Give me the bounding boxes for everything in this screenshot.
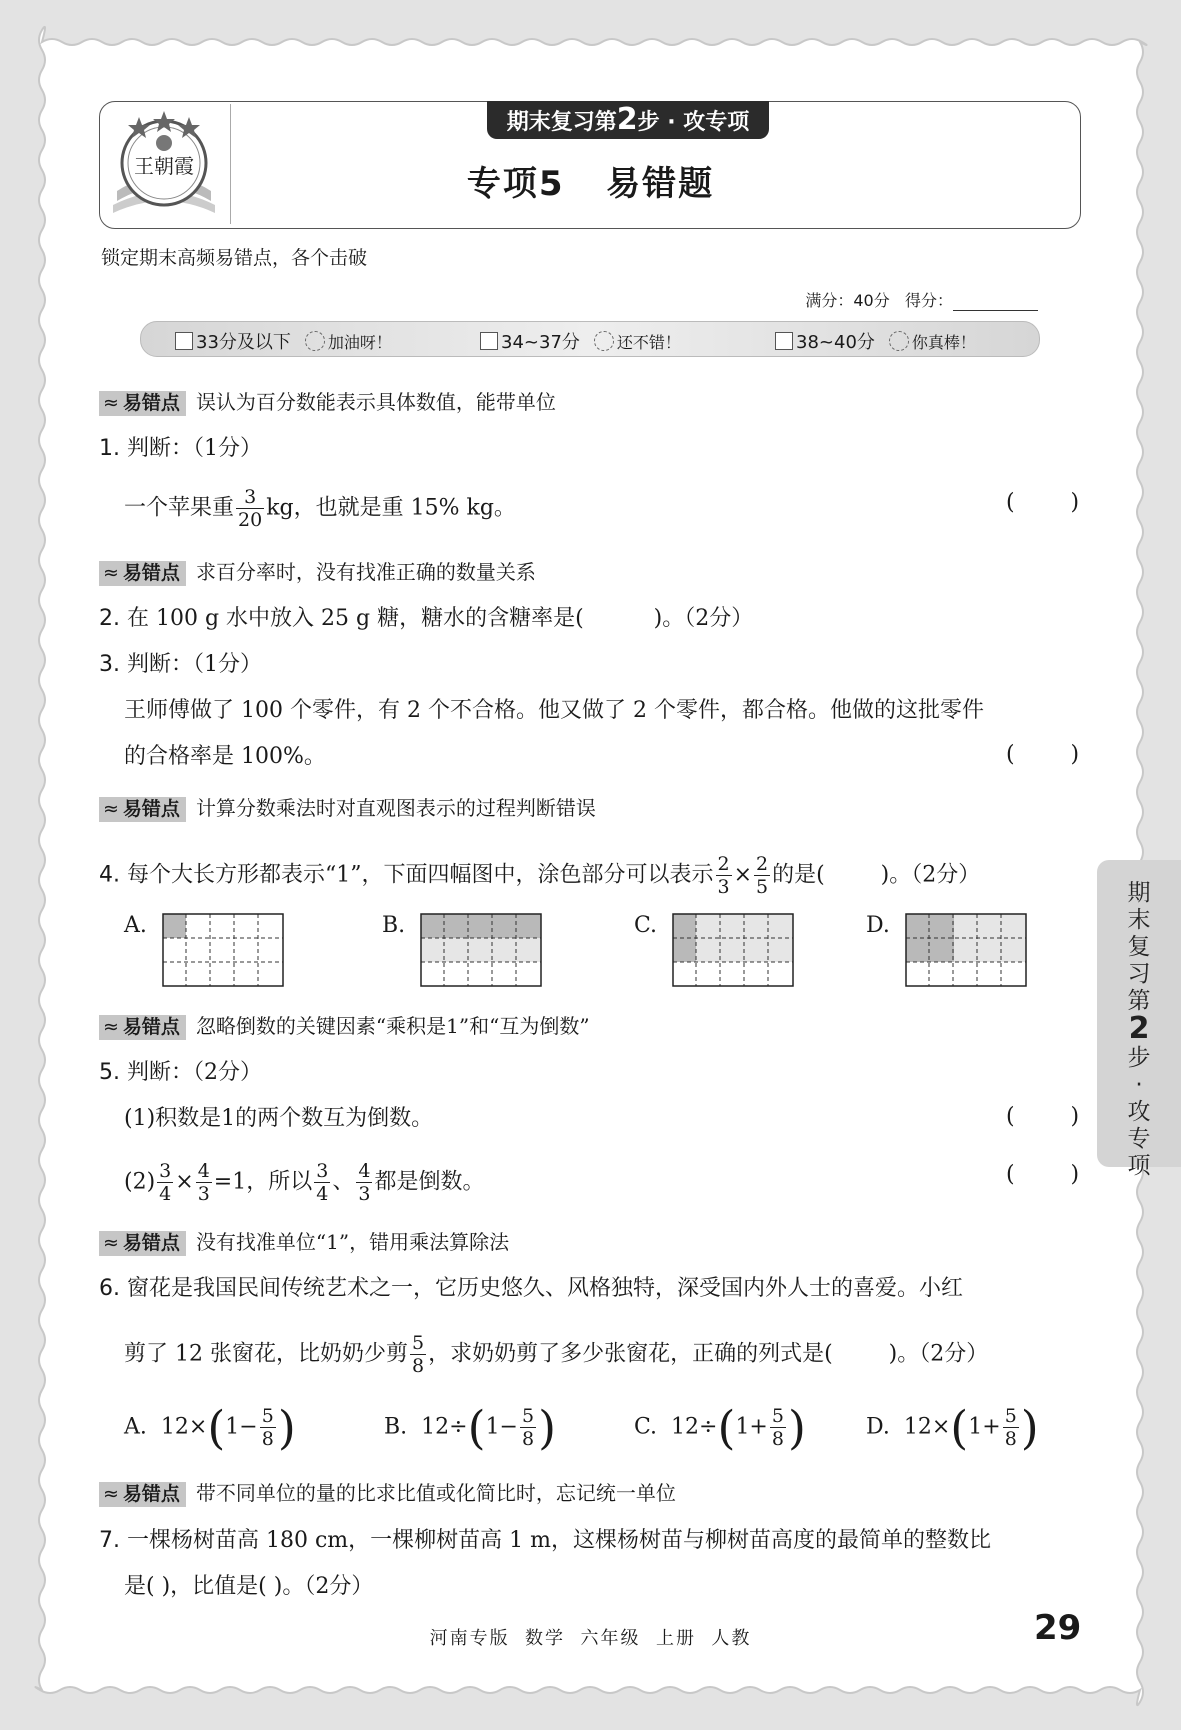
error-point-tag: ≈ 易错点 求百分率时，没有找准正确的数量关系 bbox=[99, 560, 536, 585]
question-1-head: 1. 判断：（1分） bbox=[99, 436, 262, 461]
option-label: B. bbox=[382, 913, 406, 938]
question-6-line1: 6. 窗花是我国民间传统艺术之一，它历史悠久、风格独特，深受国内外人士的喜爱。小红 bbox=[99, 1276, 964, 1301]
wave-icon: ≈ bbox=[103, 1483, 119, 1505]
face-icon bbox=[889, 331, 909, 351]
question-5-s1: (1)积数是1的两个数互为倒数。 bbox=[124, 1106, 434, 1131]
fraction: $\frac{4}{3}$ bbox=[358, 1160, 371, 1205]
wave-icon: ≈ bbox=[103, 798, 119, 820]
side-tab: 期 末 复 习 第 2 步 · 攻 专 项 bbox=[1097, 860, 1181, 1167]
fraction: $\frac{4}{3}$ bbox=[197, 1160, 210, 1205]
option-d[interactable]: D. 12×(1+ $\frac{5}{8}$ ) bbox=[866, 1400, 1039, 1455]
error-point-tag: ≈ 易错点 没有找准单位“1”，错用乘法算除法 bbox=[99, 1230, 509, 1255]
fraction: $\frac{5}{8}$ bbox=[411, 1332, 425, 1377]
fraction: $\frac{3}{20}$ bbox=[238, 486, 263, 531]
question-6-line2: 剪了 12 张窗花，比奶奶少剪 $\frac{5}{8}$ ，求奶奶剪了多少张窗花，正确的列式是( )。（2分） bbox=[124, 1332, 989, 1377]
question-7-line1: 7. 一棵杨树苗高 180 cm，一棵柳树苗高 1 m，这棵杨树苗与柳树苗高度的最简单的整数比 bbox=[99, 1528, 992, 1553]
grid-option-b[interactable] bbox=[420, 913, 542, 987]
fraction: $\frac{2}{5}$ bbox=[756, 853, 769, 898]
checkbox[interactable] bbox=[775, 332, 793, 350]
fraction: $\frac{5}{8}$ bbox=[522, 1405, 535, 1450]
score-line bbox=[805, 288, 1038, 311]
fraction: $\frac{3}{4}$ bbox=[159, 1160, 172, 1205]
face-icon bbox=[594, 331, 614, 351]
footer: 河南专版 数学 六年级 上册 人教 bbox=[429, 1628, 752, 1649]
option-b[interactable]: B. 12÷(1− $\frac{5}{8}$ ) bbox=[384, 1400, 557, 1455]
answer-paren[interactable]: ( ) bbox=[1006, 1162, 1080, 1187]
option-c[interactable]: C. 12÷(1+ $\frac{5}{8}$ ) bbox=[634, 1400, 806, 1455]
side-tab-label-2: 步 · 攻 专 项 bbox=[1127, 1045, 1151, 1179]
answer-paren[interactable]: ( ) bbox=[1006, 490, 1080, 515]
question-5-head: 5. 判断：（2分） bbox=[99, 1060, 262, 1085]
step-tab: 期末复习第2步 · 攻专项 bbox=[487, 101, 769, 139]
wave-icon: ≈ bbox=[103, 1016, 119, 1038]
full-score: 满分：40分 bbox=[805, 291, 890, 310]
score-blank[interactable] bbox=[953, 296, 1038, 311]
error-point-tag: ≈ 易错点 带不同单位的量的比求比值或化简比时，忘记统一单位 bbox=[99, 1481, 676, 1506]
rating-low: 33分及以下 加油呀！ bbox=[175, 328, 392, 354]
question-5-s2: (2) $\frac{3}{4}$ × $\frac{4}{3}$ =1，所以 $\frac{3}{4}$ 、 $\frac{4}{3}$ 都是倒数。 bbox=[124, 1160, 485, 1205]
option-label: D. bbox=[866, 913, 890, 938]
rating-mid: 34~37分 还不错！ bbox=[480, 328, 681, 354]
checkbox[interactable] bbox=[480, 332, 498, 350]
answer-paren[interactable]: ( ) bbox=[1006, 1104, 1080, 1129]
option-a[interactable]: A. 12×(1− $\frac{5}{8}$ ) bbox=[124, 1400, 296, 1455]
checkbox[interactable] bbox=[175, 332, 193, 350]
side-tab-label: 期 末 复 习 第 bbox=[1127, 880, 1151, 1014]
face-icon bbox=[305, 331, 325, 351]
subtitle: 锁定期末高频易错点，各个击破 bbox=[101, 247, 368, 269]
grid-option-d[interactable] bbox=[905, 913, 1027, 987]
page-title: 专项5 易错题 bbox=[466, 164, 715, 204]
fraction: $\frac{2}{3}$ bbox=[717, 853, 730, 898]
answer-paren[interactable]: ( ) bbox=[1006, 742, 1080, 767]
grid-option-a[interactable] bbox=[162, 913, 284, 987]
option-label: C. bbox=[634, 913, 658, 938]
question-3-line1: 王师傅做了 100 个零件，有 2 个不合格。他又做了 2 个零件，都合格。他做的这批零件 bbox=[124, 698, 984, 723]
page-number: 29 bbox=[1034, 1608, 1082, 1648]
rating-high: 38~40分 你真棒！ bbox=[775, 328, 976, 354]
error-point-tag: ≈ 易错点 计算分数乘法时对直观图表示的过程判断错误 bbox=[99, 796, 596, 821]
rating-bar bbox=[140, 321, 1040, 357]
question-1-body: 一个苹果重 $\frac{3}{20}$ kg，也就是重 15% kg。 bbox=[124, 486, 516, 531]
wave-icon: ≈ bbox=[103, 562, 119, 584]
fraction: $\frac{3}{4}$ bbox=[316, 1160, 329, 1205]
question-7-line2: 是( )，比值是( )。（2分） bbox=[124, 1574, 374, 1599]
svg-text:王朝霞: 王朝霞 bbox=[134, 154, 194, 178]
error-point-tag: ≈ 易错点 忽略倒数的关键因素“乘积是1”和“互为倒数” bbox=[99, 1014, 590, 1039]
question-2: 2. 在 100 g 水中放入 25 g 糖，糖水的含糖率是( )。（2分） bbox=[99, 606, 754, 631]
option-label: A. bbox=[124, 913, 147, 938]
fraction: $\frac{5}{8}$ bbox=[771, 1405, 784, 1450]
score-label: 得分： bbox=[904, 291, 953, 310]
wave-icon: ≈ bbox=[103, 1232, 119, 1254]
wave-icon: ≈ bbox=[103, 392, 119, 414]
fraction: $\frac{5}{8}$ bbox=[1004, 1405, 1017, 1450]
question-4: 4. 每个大长方形都表示“1”，下面四幅图中，涂色部分可以表示 $\frac{2}{3}$ × $\frac{2}{5}$ 的是( )。（2分） bbox=[99, 853, 981, 898]
question-3-line2: 的合格率是 100%。 bbox=[124, 744, 326, 769]
error-point-tag: ≈ 易错点 误认为百分数能表示具体数值，能带单位 bbox=[99, 390, 556, 415]
grid-option-c[interactable] bbox=[672, 913, 794, 987]
fraction: $\frac{5}{8}$ bbox=[261, 1405, 274, 1450]
question-3-head: 3. 判断：（1分） bbox=[99, 652, 262, 677]
